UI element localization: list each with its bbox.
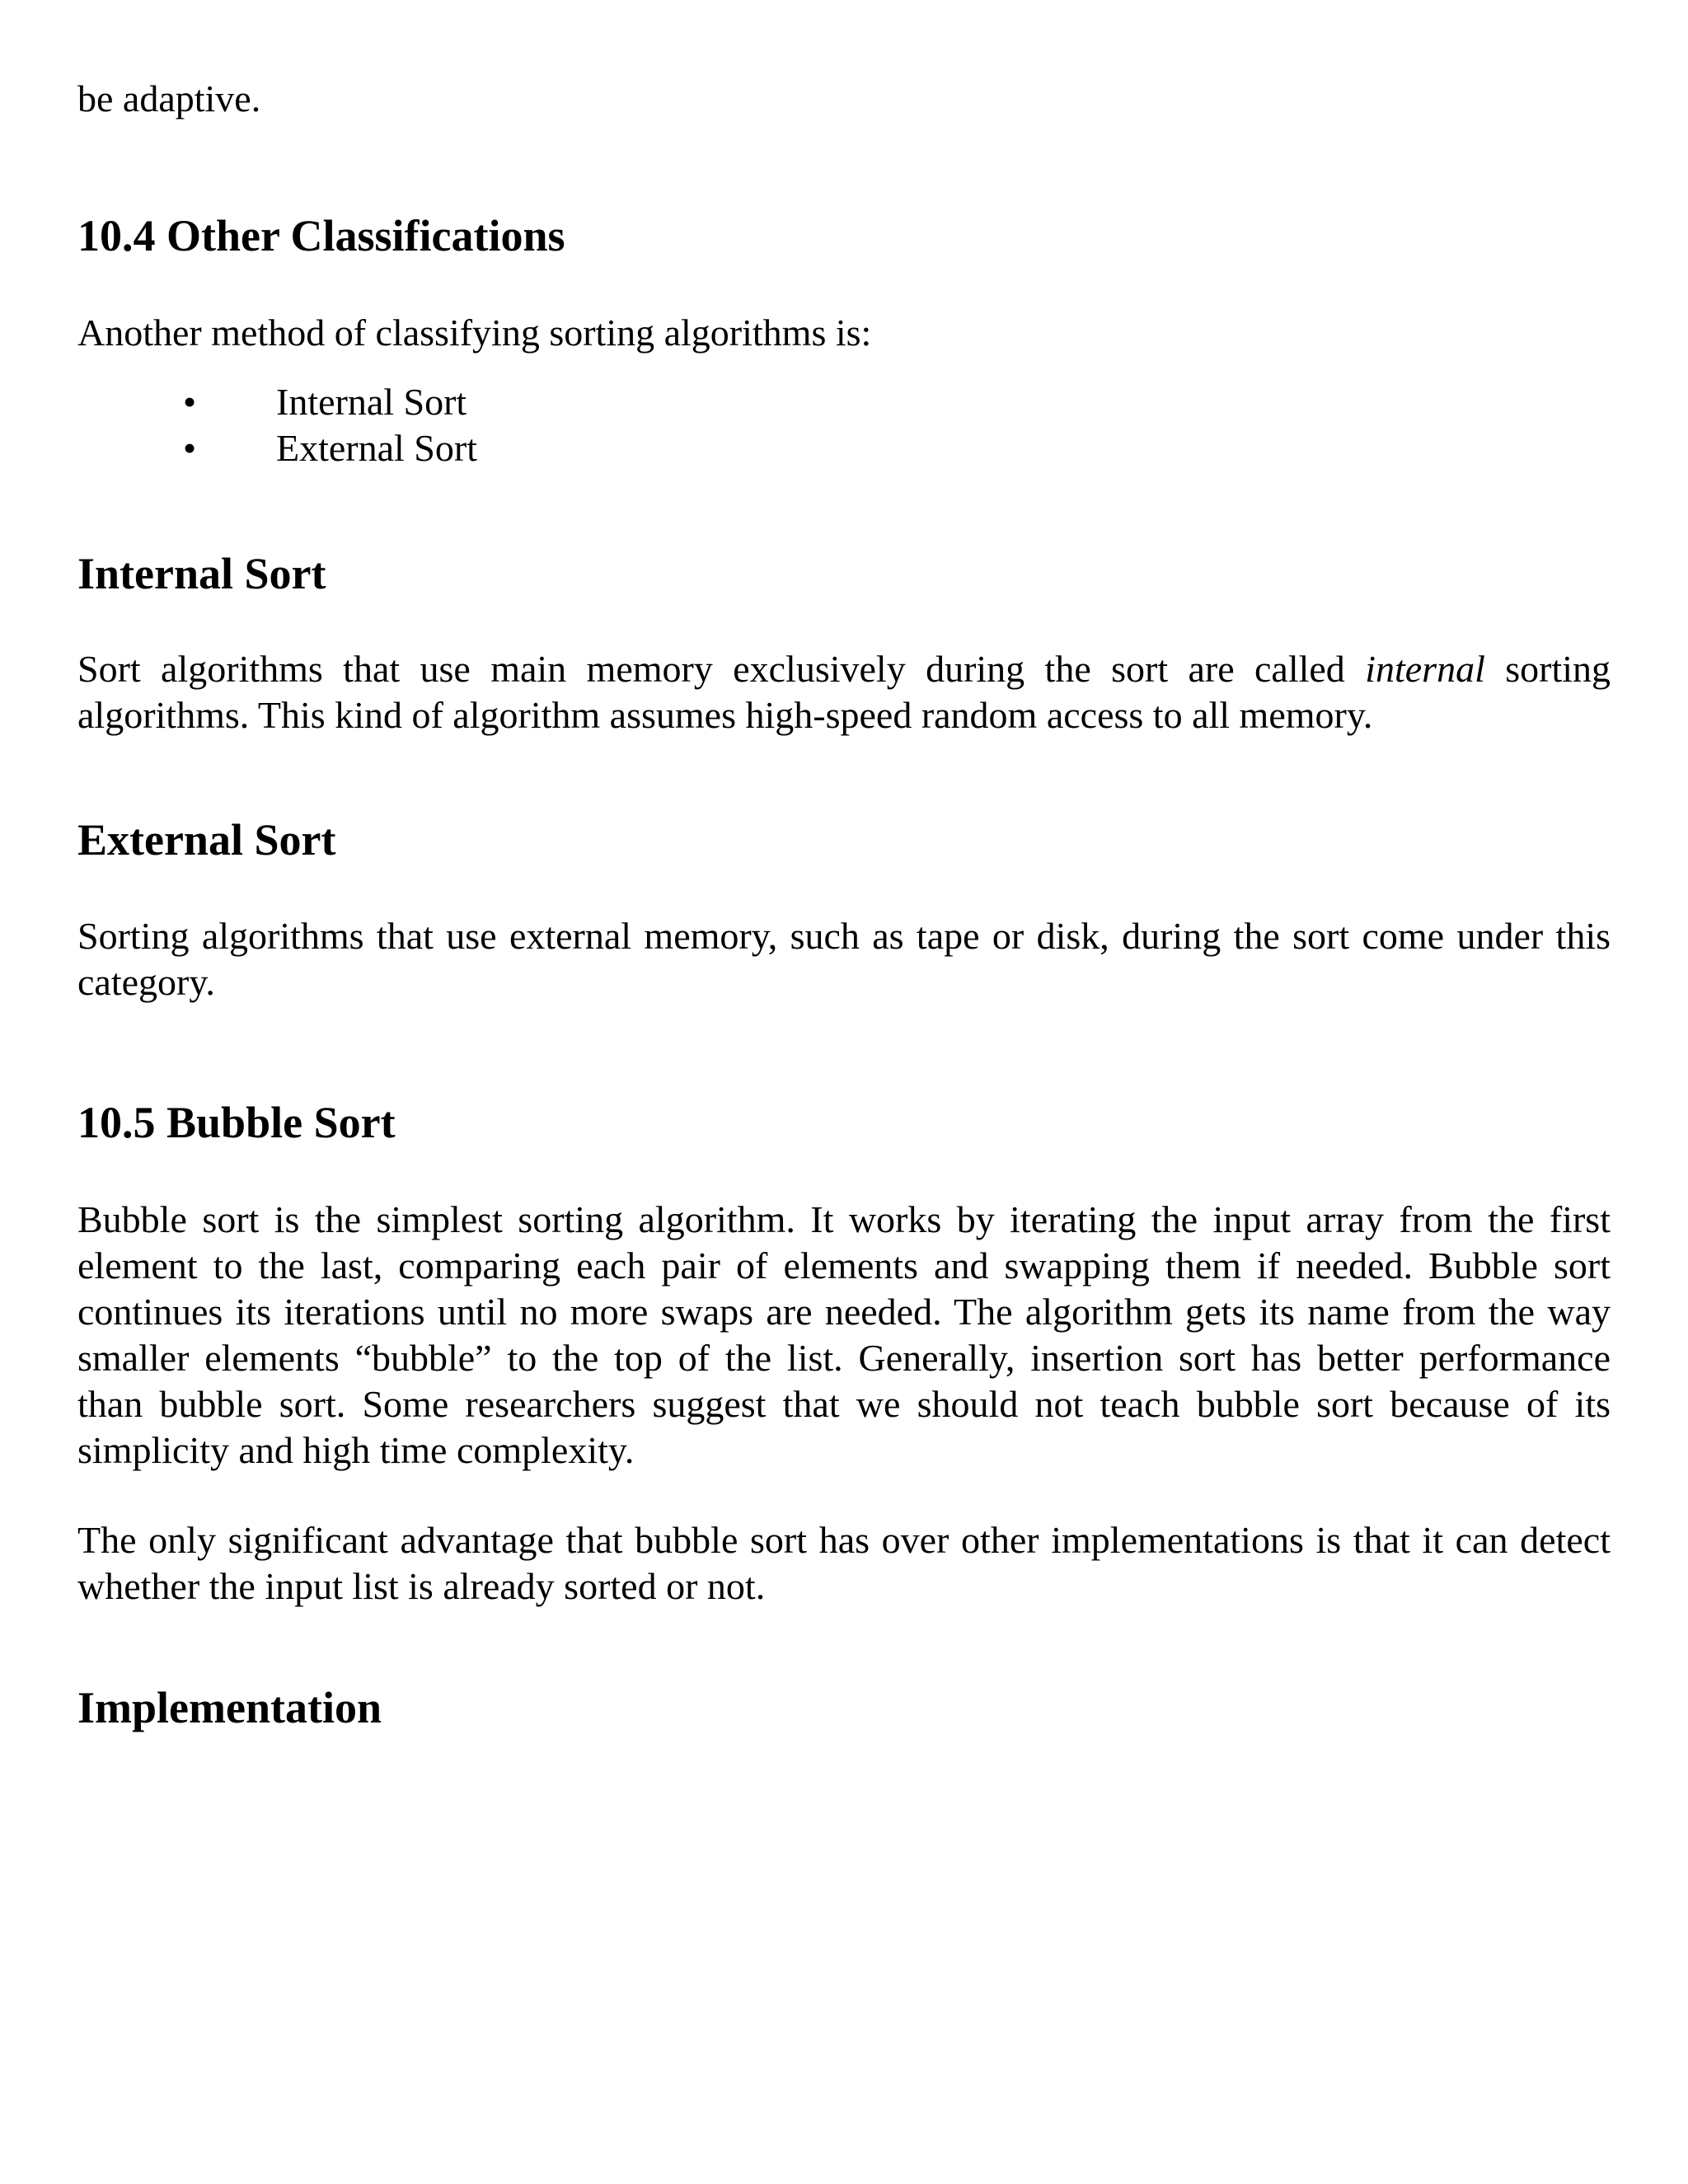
- paragraph-line: whether the input list is already sorted or not.: [77, 1565, 766, 1607]
- external-sort-heading: External Sort: [77, 815, 336, 865]
- paragraph-line: Bubble sort is the simplest sorting algorithm. It works by iterating the input array from the first: [77, 1198, 1611, 1240]
- paragraph-line: continues its iterations until no more swaps are needed. The algorithm gets its name from the way: [77, 1291, 1611, 1333]
- emphasis-internal: internal: [1365, 648, 1485, 690]
- section-10-4-heading: 10.4 Other Classifications: [77, 211, 565, 260]
- external-sort-paragraph: [77, 913, 1611, 1005]
- bullet-icon: •: [183, 381, 197, 423]
- section-10-5-heading: 10.5 Bubble Sort: [77, 1098, 396, 1147]
- bubble-sort-paragraph-2: [77, 1517, 1611, 1610]
- implementation-heading: Implementation: [77, 1683, 382, 1732]
- lead-fragment: be adaptive.: [77, 77, 261, 120]
- bubble-sort-paragraph-1: [77, 1197, 1611, 1474]
- list-item-label: External Sort: [276, 427, 477, 469]
- paragraph-line: The only significant advantage that bubble sort has over other implementations is that it can detect: [77, 1519, 1611, 1561]
- list-item-label: Internal Sort: [276, 381, 467, 423]
- paragraph-line: algorithms. This kind of algorithm assumes high-speed random access to all memory.: [77, 694, 1373, 736]
- paragraph-line: than bubble sort. Some researchers suggest that we should not teach bubble sort because of its: [77, 1383, 1611, 1425]
- paragraph-line: element to the last, comparing each pair of elements and swapping them if needed. Bubble sort: [77, 1244, 1611, 1286]
- paragraph-line: Sort algorithms that use main memory exclusively during the sort are called internal sorting: [77, 648, 1611, 690]
- section-10-4-intro: Another method of classifying sorting algorithms is:: [77, 312, 872, 354]
- internal-sort-paragraph: [77, 646, 1611, 738]
- paragraph-line: smaller elements “bubble” to the top of the list. Generally, insertion sort has better performance: [77, 1337, 1611, 1379]
- bullet-icon: •: [183, 427, 197, 469]
- internal-sort-heading: Internal Sort: [77, 549, 326, 598]
- paragraph-line: simplicity and high time complexity.: [77, 1429, 635, 1471]
- paragraph-line: Sorting algorithms that use external memory, such as tape or disk, during the sort come under this: [77, 915, 1611, 957]
- paragraph-line: category.: [77, 961, 215, 1003]
